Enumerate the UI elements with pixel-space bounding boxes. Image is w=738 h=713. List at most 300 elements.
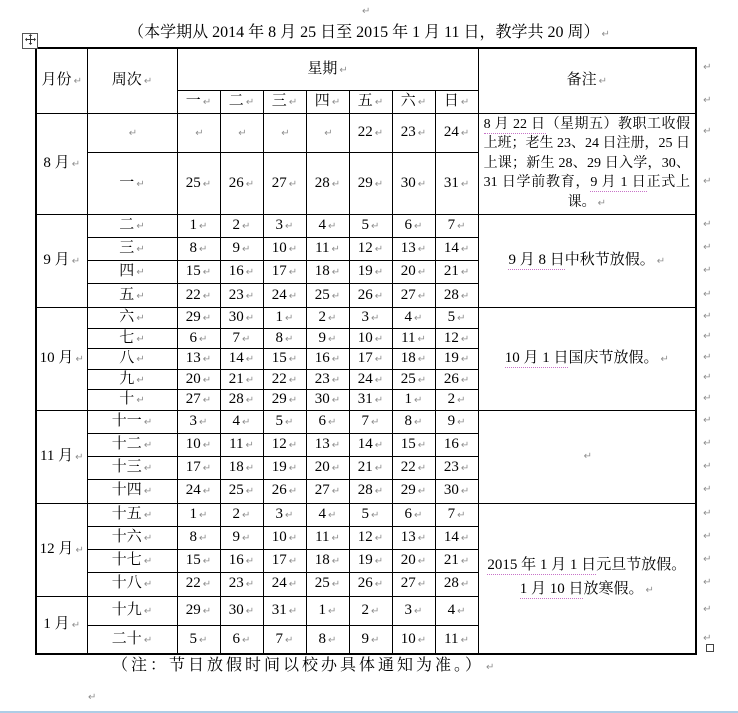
- end-of-cell-mark-icon: ↵: [417, 290, 427, 302]
- day-cell: 3 ↵: [349, 308, 392, 329]
- day-cell: 1 ↵: [306, 596, 349, 625]
- end-of-cell-mark-icon: ↵: [597, 197, 606, 209]
- day-cell: 13 ↵: [392, 238, 435, 261]
- day-cell: 2 ↵: [306, 308, 349, 329]
- day-cell: 27 ↵: [392, 284, 435, 308]
- day-cell: 29 ↵: [177, 308, 220, 329]
- end-of-cell-mark-icon: ↵: [202, 462, 212, 474]
- end-of-cell-mark-icon: ↵: [128, 127, 138, 139]
- day-cell: 19 ↵: [435, 349, 478, 370]
- end-of-cell-mark-icon: ↵: [460, 579, 470, 591]
- remark-cell: [478, 410, 696, 503]
- end-of-cell-mark-icon: ↵: [245, 555, 255, 567]
- end-of-row-mark-icon: ↵: [703, 484, 712, 495]
- day-cell: 25 ↵: [177, 152, 220, 214]
- end-of-cell-mark-icon: ↵: [331, 178, 341, 190]
- end-of-cell-mark-icon: ↵: [136, 374, 145, 386]
- end-of-cell-mark-icon: ↵: [245, 178, 255, 190]
- day-cell: 29 ↵: [349, 152, 392, 214]
- day-cell: 7 ↵: [435, 503, 478, 526]
- end-of-cell-mark-icon: ↵: [328, 509, 337, 521]
- end-of-cell-mark-icon: ↵: [202, 267, 212, 279]
- header-month-label: 月份: [41, 72, 72, 88]
- day-cell: 13 ↵: [306, 433, 349, 456]
- remark-text: 元旦节放假。: [596, 557, 687, 574]
- calendar-row: [36, 113, 696, 152]
- day-cell: 30 ↵: [220, 596, 263, 625]
- table-resize-handle[interactable]: [706, 644, 714, 652]
- day-cell: 17 ↵: [263, 261, 306, 284]
- end-of-row-mark-icon: ↵: [703, 603, 712, 615]
- day-cell: 4 ↵: [220, 410, 263, 433]
- header-remarks-label: 备注: [566, 72, 597, 88]
- day-cell: 30 ↵: [435, 479, 478, 503]
- end-of-cell-mark-icon: ↵: [417, 354, 427, 365]
- header-weekday-group: [177, 48, 478, 90]
- day-cell: 11 ↵: [306, 526, 349, 549]
- end-of-cell-mark-icon: ↵: [136, 333, 145, 345]
- end-of-cell-mark-icon: ↵: [285, 509, 294, 521]
- day-cell: 29 ↵: [263, 390, 306, 411]
- end-of-cell-mark-icon: ↵: [417, 532, 427, 544]
- week-number-cell: 九 ↵: [87, 369, 177, 390]
- day-cell: 4 ↵: [392, 308, 435, 329]
- end-of-cell-mark-icon: ↵: [583, 451, 592, 463]
- end-of-cell-mark-icon: ↵: [288, 532, 298, 544]
- week-number-cell: 十三 ↵: [87, 456, 177, 479]
- day-cell: 1 ↵: [177, 215, 220, 238]
- end-of-row-mark-icon: ↵: [703, 265, 712, 276]
- end-of-row-mark-icon: ↵: [703, 351, 712, 363]
- end-of-cell-mark-icon: ↵: [417, 439, 427, 451]
- header-weekday-group-label: 星期: [307, 60, 338, 77]
- day-cell: 23 ↵: [435, 456, 478, 479]
- paragraph-return-icon: ↵: [88, 692, 97, 703]
- week-number-cell: [87, 113, 177, 152]
- day-cell: 4 ↵: [435, 596, 478, 625]
- day-cell: 16 ↵: [220, 261, 263, 284]
- day-cell: 23 ↵: [392, 113, 435, 152]
- end-of-cell-mark-icon: ↵: [328, 605, 337, 617]
- end-of-cell-mark-icon: ↵: [457, 509, 466, 521]
- end-of-cell-mark-icon: ↵: [242, 244, 251, 256]
- day-cell: 22 ↵: [392, 456, 435, 479]
- day-cell: 9 ↵: [220, 526, 263, 549]
- end-of-cell-mark-icon: ↵: [202, 555, 212, 567]
- end-of-cell-mark-icon: ↵: [371, 634, 380, 646]
- day-cell: 11 ↵: [392, 328, 435, 349]
- date-grammar-underline: 2015 年 1 月 1 日: [487, 557, 597, 574]
- end-of-cell-mark-icon: ↵: [331, 290, 341, 302]
- end-of-row-mark-icon: ↵: [703, 242, 712, 253]
- document-title-text: （本学期从 2014 年 8 月 25 日至 2015 年 1 月 11 日，教学共 20 周）: [128, 24, 600, 41]
- day-cell: 13 ↵: [177, 349, 220, 370]
- end-of-cell-mark-icon: ↵: [73, 76, 82, 87]
- end-of-cell-mark-icon: ↵: [374, 374, 384, 386]
- day-cell: 10 ↵: [349, 328, 392, 349]
- day-cell: 20 ↵: [177, 369, 220, 390]
- end-of-cell-mark-icon: ↵: [457, 395, 466, 406]
- remark-cell: [478, 308, 696, 411]
- end-of-cell-mark-icon: ↵: [288, 395, 298, 406]
- paragraph-return-icon: ↵: [362, 6, 371, 17]
- end-of-cell-mark-icon: ↵: [199, 416, 208, 428]
- end-of-row-mark-icon: ↵: [703, 125, 712, 137]
- header-weekday-thu: 四 ↵: [306, 90, 349, 113]
- day-cell: 6 ↵: [392, 503, 435, 526]
- day-cell: 26 ↵: [349, 284, 392, 308]
- end-of-cell-mark-icon: ↵: [371, 221, 380, 233]
- day-cell: 14 ↵: [435, 526, 478, 549]
- end-of-cell-mark-icon: ↵: [199, 221, 208, 233]
- day-cell: 31 ↵: [435, 152, 478, 214]
- end-of-cell-mark-icon: ↵: [285, 634, 294, 646]
- end-of-cell-mark-icon: ↵: [374, 486, 384, 498]
- end-of-cell-mark-icon: ↵: [202, 96, 212, 108]
- end-of-cell-mark-icon: ↵: [245, 267, 255, 279]
- end-of-cell-mark-icon: ↵: [374, 290, 384, 302]
- end-of-cell-mark-icon: ↵: [374, 333, 384, 345]
- end-of-cell-mark-icon: ↵: [331, 96, 341, 108]
- end-of-cell-mark-icon: ↵: [331, 555, 341, 567]
- end-of-cell-mark-icon: ↵: [414, 221, 423, 233]
- end-of-cell-mark-icon: ↵: [288, 462, 298, 474]
- week-number-cell: 五 ↵: [87, 284, 177, 308]
- week-number-cell: 二 ↵: [87, 215, 177, 238]
- day-cell: 21 ↵: [435, 549, 478, 572]
- day-cell: 16 ↵: [220, 549, 263, 572]
- day-cell: 21 ↵: [435, 261, 478, 284]
- table-move-handle[interactable]: [22, 33, 38, 49]
- end-of-cell-mark-icon: ↵: [374, 555, 384, 567]
- day-cell: 13 ↵: [392, 526, 435, 549]
- header-row-1: [36, 48, 696, 90]
- day-cell: 14 ↵: [435, 238, 478, 261]
- week-number-cell: 三 ↵: [87, 238, 177, 261]
- end-of-cell-mark-icon: ↵: [136, 221, 145, 233]
- end-of-row-mark-icon: ↵: [703, 288, 712, 300]
- day-cell: 31 ↵: [263, 596, 306, 625]
- month-cell: 1 月 ↵: [36, 596, 87, 654]
- day-cell: 28 ↵: [435, 572, 478, 596]
- week-number-cell: 十七 ↵: [87, 549, 177, 572]
- day-cell: 12 ↵: [349, 526, 392, 549]
- end-of-row-mark-icon: ↵: [703, 553, 712, 565]
- day-cell: 6 ↵: [306, 410, 349, 433]
- day-cell: 18 ↵: [392, 349, 435, 370]
- day-cell: 5 ↵: [349, 503, 392, 526]
- end-of-cell-mark-icon: ↵: [460, 333, 470, 345]
- header-weekday-tue: 二 ↵: [220, 90, 263, 113]
- end-of-cell-mark-icon: ↵: [414, 395, 423, 406]
- end-of-cell-mark-icon: ↵: [331, 395, 341, 406]
- end-of-cell-mark-icon: ↵: [371, 509, 380, 521]
- day-cell: 23 ↵: [220, 284, 263, 308]
- move-cross-icon: [25, 32, 36, 50]
- header-weekday-fri: 五 ↵: [349, 90, 392, 113]
- end-of-cell-mark-icon: ↵: [460, 634, 469, 646]
- end-of-row-mark-icon: ↵: [703, 176, 712, 188]
- end-of-cell-mark-icon: ↵: [245, 395, 255, 406]
- end-of-cell-mark-icon: ↵: [245, 579, 255, 591]
- end-of-cell-mark-icon: ↵: [331, 462, 341, 474]
- day-cell: 8 ↵: [177, 238, 220, 261]
- end-of-cell-mark-icon: ↵: [328, 634, 337, 646]
- end-of-cell-mark-icon: ↵: [75, 544, 84, 556]
- day-cell: 8 ↵: [392, 410, 435, 433]
- week-number-cell: 十 ↵: [87, 390, 177, 411]
- month-cell: 8 月 ↵: [36, 113, 87, 215]
- day-cell: 3 ↵: [392, 596, 435, 625]
- document-title: [0, 19, 738, 42]
- end-of-cell-mark-icon: ↵: [460, 374, 470, 386]
- end-of-cell-mark-icon: ↵: [457, 605, 466, 617]
- end-of-cell-mark-icon: ↵: [136, 395, 145, 406]
- day-cell: 5 ↵: [177, 625, 220, 654]
- end-of-cell-mark-icon: ↵: [242, 532, 251, 544]
- end-of-cell-mark-icon: ↵: [331, 354, 341, 365]
- month-cell: 9 月 ↵: [36, 215, 87, 308]
- day-cell: 28 ↵: [220, 390, 263, 411]
- end-of-cell-mark-icon: ↵: [374, 96, 384, 108]
- end-of-cell-mark-icon: ↵: [288, 178, 298, 190]
- end-of-cell-mark-icon: ↵: [288, 555, 298, 567]
- week-number-cell: 十四 ↵: [87, 479, 177, 503]
- end-of-cell-mark-icon: ↵: [417, 462, 427, 474]
- day-cell: [220, 113, 263, 152]
- end-of-cell-mark-icon: ↵: [414, 509, 423, 521]
- end-of-cell-mark-icon: ↵: [374, 354, 384, 365]
- end-of-cell-mark-icon: ↵: [374, 178, 384, 190]
- day-cell: 7 ↵: [263, 625, 306, 654]
- end-of-cell-mark-icon: ↵: [374, 127, 384, 139]
- end-of-row-mark-icon: ↵: [703, 460, 712, 472]
- end-of-cell-mark-icon: ↵: [245, 354, 255, 365]
- month-cell: 10 月 ↵: [36, 308, 87, 411]
- end-of-cell-mark-icon: ↵: [242, 221, 251, 233]
- day-cell: [306, 113, 349, 152]
- end-of-cell-mark-icon: ↵: [598, 76, 608, 87]
- end-of-cell-mark-icon: ↵: [331, 486, 341, 498]
- week-number-cell: 十六 ↵: [87, 526, 177, 549]
- end-of-cell-mark-icon: ↵: [288, 605, 298, 617]
- day-cell: 3 ↵: [263, 215, 306, 238]
- end-of-cell-mark-icon: ↵: [331, 374, 341, 386]
- week-number-cell: 十八 ↵: [87, 572, 177, 596]
- day-cell: 10 ↵: [263, 526, 306, 549]
- date-grammar-underline: 1 月 10 日: [519, 581, 584, 598]
- day-cell: 2 ↵: [435, 390, 478, 411]
- date-grammar-underline: 9 月 1 日: [590, 175, 647, 190]
- calendar-header: [36, 48, 696, 113]
- end-of-cell-mark-icon: ↵: [417, 96, 427, 108]
- end-of-cell-mark-icon: ↵: [143, 439, 153, 451]
- end-of-cell-mark-icon: ↵: [199, 509, 208, 521]
- end-of-cell-mark-icon: ↵: [288, 96, 298, 108]
- remark-text-line: [484, 248, 691, 274]
- end-of-cell-mark-icon: ↵: [199, 532, 208, 544]
- day-cell: 19 ↵: [349, 549, 392, 572]
- end-of-cell-mark-icon: ↵: [371, 313, 380, 324]
- end-of-cell-mark-icon: ↵: [238, 127, 247, 139]
- day-cell: 11 ↵: [306, 238, 349, 261]
- end-of-cell-mark-icon: ↵: [417, 267, 427, 279]
- day-cell: 4 ↵: [306, 503, 349, 526]
- calendar-row: [36, 410, 696, 433]
- day-cell: 19 ↵: [263, 456, 306, 479]
- end-of-cell-mark-icon: ↵: [374, 395, 384, 406]
- end-of-cell-mark-icon: ↵: [324, 127, 333, 139]
- day-cell: 20 ↵: [392, 549, 435, 572]
- day-cell: 7 ↵: [220, 328, 263, 349]
- remark-text-line: [484, 553, 691, 577]
- day-cell: 17 ↵: [177, 456, 220, 479]
- day-cell: 25 ↵: [392, 369, 435, 390]
- day-cell: 5 ↵: [435, 308, 478, 329]
- remark-cell: [478, 503, 696, 654]
- day-cell: 26 ↵: [349, 572, 392, 596]
- end-of-cell-mark-icon: ↵: [242, 634, 251, 646]
- day-cell: 20 ↵: [306, 456, 349, 479]
- day-cell: 18 ↵: [306, 261, 349, 284]
- end-of-cell-mark-icon: ↵: [371, 416, 380, 428]
- end-of-cell-mark-icon: ↵: [417, 579, 427, 591]
- day-cell: 22 ↵: [263, 369, 306, 390]
- end-of-cell-mark-icon: ↵: [417, 178, 427, 190]
- day-cell: 22 ↵: [177, 572, 220, 596]
- end-of-cell-mark-icon: ↵: [285, 313, 294, 324]
- end-of-cell-mark-icon: ↵: [457, 313, 466, 324]
- day-cell: 27 ↵: [306, 479, 349, 503]
- end-of-cell-mark-icon: ↵: [460, 178, 470, 190]
- end-of-cell-mark-icon: ↵: [245, 290, 255, 302]
- end-of-cell-mark-icon: ↵: [460, 244, 470, 256]
- calendar-table-body: [36, 113, 696, 654]
- day-cell: 2 ↵: [220, 215, 263, 238]
- day-cell: 8 ↵: [263, 328, 306, 349]
- end-of-cell-mark-icon: ↵: [288, 374, 298, 386]
- end-of-cell-mark-icon: ↵: [414, 416, 423, 428]
- week-number-cell: 一 ↵: [87, 152, 177, 214]
- end-of-cell-mark-icon: ↵: [374, 439, 384, 451]
- end-of-cell-mark-icon: ↵: [288, 486, 298, 498]
- day-cell: 17 ↵: [263, 549, 306, 572]
- end-of-cell-mark-icon: ↵: [417, 486, 427, 498]
- day-cell: [177, 113, 220, 152]
- end-of-row-mark-icon: ↵: [703, 331, 712, 343]
- end-of-cell-mark-icon: ↵: [374, 532, 384, 544]
- end-of-cell-mark-icon: ↵: [645, 585, 654, 597]
- header-weekday-wed: 三 ↵: [263, 90, 306, 113]
- end-of-cell-mark-icon: ↵: [242, 333, 251, 345]
- day-cell: 26 ↵: [435, 369, 478, 390]
- date-grammar-underline: 9 月 8 日: [508, 252, 565, 268]
- end-of-cell-mark-icon: ↵: [285, 221, 294, 233]
- end-of-cell-mark-icon: ↵: [285, 333, 294, 345]
- remark-text: （星期五）教职工收假上班；老生 23、24 日注册，25 日上课；新生 28、29 日入学，30、31 日学前教育，: [483, 116, 691, 190]
- week-number-cell: 四 ↵: [87, 261, 177, 284]
- end-of-cell-mark-icon: ↵: [288, 354, 298, 365]
- week-number-cell: 七 ↵: [87, 328, 177, 349]
- end-of-cell-mark-icon: ↵: [143, 555, 153, 567]
- day-cell: 9 ↵: [306, 328, 349, 349]
- end-of-row-mark-icon: ↵: [703, 219, 712, 230]
- remark-cell: [478, 215, 696, 308]
- calendar-row: [36, 215, 696, 238]
- day-cell: 3 ↵: [177, 410, 220, 433]
- day-cell: 11 ↵: [435, 625, 478, 654]
- end-of-cell-mark-icon: ↵: [202, 439, 212, 451]
- end-of-cell-mark-icon: ↵: [75, 354, 84, 365]
- end-of-cell-mark-icon: ↵: [199, 634, 208, 646]
- end-of-cell-mark-icon: ↵: [417, 333, 426, 345]
- day-cell: 28 ↵: [435, 284, 478, 308]
- day-cell: 31 ↵: [349, 390, 392, 411]
- day-cell: 4 ↵: [306, 215, 349, 238]
- end-of-cell-mark-icon: ↵: [202, 486, 212, 498]
- day-cell: 7 ↵: [349, 410, 392, 433]
- end-of-cell-mark-icon: ↵: [457, 221, 466, 233]
- day-cell: 2 ↵: [349, 596, 392, 625]
- day-cell: 23 ↵: [220, 572, 263, 596]
- end-of-cell-mark-icon: ↵: [371, 605, 380, 617]
- end-of-cell-mark-icon: ↵: [288, 290, 298, 302]
- day-cell: 8 ↵: [177, 526, 220, 549]
- end-of-cell-mark-icon: ↵: [331, 244, 340, 256]
- day-cell: 5 ↵: [349, 215, 392, 238]
- day-cell: 1 ↵: [392, 390, 435, 411]
- day-cell: 28 ↵: [306, 152, 349, 214]
- header-weekday-sun: 日 ↵: [435, 90, 478, 113]
- day-cell: 26 ↵: [220, 152, 263, 214]
- end-of-cell-mark-icon: ↵: [71, 620, 81, 631]
- day-cell: 6 ↵: [392, 215, 435, 238]
- end-of-cell-mark-icon: ↵: [245, 439, 254, 451]
- end-of-cell-mark-icon: ↵: [202, 178, 212, 190]
- end-of-cell-mark-icon: ↵: [202, 395, 212, 406]
- end-of-cell-mark-icon: ↵: [285, 416, 294, 428]
- day-cell: 14 ↵: [220, 349, 263, 370]
- day-cell: 10 ↵: [177, 433, 220, 456]
- day-cell: 1 ↵: [177, 503, 220, 526]
- end-of-cell-mark-icon: ↵: [414, 313, 423, 324]
- week-number-cell: 八 ↵: [87, 349, 177, 370]
- week-number-cell: 十五 ↵: [87, 503, 177, 526]
- day-cell: 25 ↵: [306, 572, 349, 596]
- header-week: [87, 48, 177, 113]
- end-of-cell-mark-icon: ↵: [143, 532, 153, 544]
- end-of-cell-mark-icon: ↵: [417, 555, 427, 567]
- remark-text: 放寒假。: [583, 581, 644, 598]
- end-of-cell-mark-icon: ↵: [136, 354, 145, 365]
- day-cell: 28 ↵: [349, 479, 392, 503]
- end-of-cell-mark-icon: ↵: [199, 333, 208, 345]
- day-cell: 2 ↵: [220, 503, 263, 526]
- day-cell: 9 ↵: [220, 238, 263, 261]
- end-of-row-mark-icon: ↵: [703, 392, 712, 404]
- paragraph-return-icon: ↵: [486, 662, 498, 673]
- day-cell: 12 ↵: [349, 238, 392, 261]
- week-number-cell: 六 ↵: [87, 308, 177, 329]
- date-grammar-underline: 10 月 1 日: [504, 349, 569, 366]
- end-of-row-mark-icon: ↵: [703, 437, 712, 449]
- end-of-row-mark-icon: ↵: [703, 530, 712, 542]
- week-number-cell: 十二 ↵: [87, 433, 177, 456]
- day-cell: 27 ↵: [177, 390, 220, 411]
- day-cell: 16 ↵: [435, 433, 478, 456]
- day-cell: 10 ↵: [263, 238, 306, 261]
- end-of-row-mark-icon: ↵: [703, 577, 712, 588]
